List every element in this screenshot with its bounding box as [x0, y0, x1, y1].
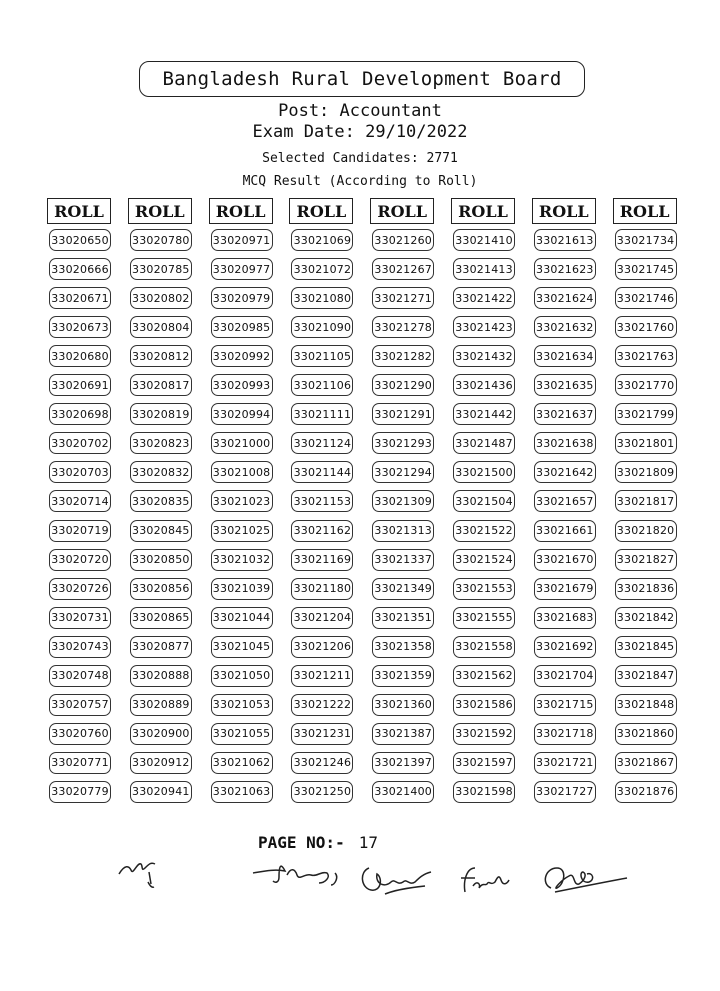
roll-number-cell: 33021105 [291, 345, 353, 367]
roll-number-cell: 33021809 [615, 461, 677, 483]
roll-number-cell: 33021124 [291, 432, 353, 454]
roll-number-cell: 33021400 [372, 781, 434, 803]
roll-number-cell: 33020720 [49, 549, 111, 571]
roll-number-cell: 33020856 [130, 578, 192, 600]
roll-number-cell: 33021432 [453, 345, 515, 367]
roll-number-cell: 33021410 [453, 229, 515, 251]
roll-number-cell: 33021358 [372, 636, 434, 658]
roll-number-cell: 33021291 [372, 403, 434, 425]
roll-number-cell: 33021522 [453, 520, 515, 542]
roll-number-cell: 33021504 [453, 490, 515, 512]
roll-number-cell: 33020900 [130, 723, 192, 745]
roll-number-cell: 33021080 [291, 287, 353, 309]
roll-number-cell: 33020971 [211, 229, 273, 251]
roll-number-cell: 33021250 [291, 781, 353, 803]
page-number-row [258, 833, 378, 852]
roll-number-cell: 33021294 [372, 461, 434, 483]
roll-number-cell: 33021045 [211, 636, 273, 658]
roll-column-header: ROLL [289, 198, 353, 224]
roll-number-cell: 33021351 [372, 607, 434, 629]
roll-number-cell: 33020993 [211, 374, 273, 396]
roll-number-cell: 33021553 [453, 578, 515, 600]
roll-number-cell: 33021050 [211, 665, 273, 687]
roll-number-cell: 33021638 [534, 432, 596, 454]
roll-number-cell: 33020748 [49, 665, 111, 687]
roll-column-header: ROLL [451, 198, 515, 224]
roll-number-cell: 33021799 [615, 403, 677, 425]
roll-number-cell: 33020743 [49, 636, 111, 658]
roll-number-cell: 33020802 [130, 287, 192, 309]
exam-date: Exam Date: 29/10/2022 [252, 122, 468, 142]
roll-number-cell: 33020691 [49, 374, 111, 396]
roll-number-cell: 33021144 [291, 461, 353, 483]
roll-number-cell: 33021598 [453, 781, 515, 803]
roll-number-cell: 33021657 [534, 490, 596, 512]
roll-number-cell: 33020680 [49, 345, 111, 367]
roll-number-cell: 33021634 [534, 345, 596, 367]
roll-number-cell: 33021153 [291, 490, 353, 512]
roll-number-cell: 33021845 [615, 636, 677, 658]
roll-number-cell: 33020714 [49, 490, 111, 512]
roll-number-cell: 33021055 [211, 723, 273, 745]
roll-number-cell: 33021745 [615, 258, 677, 280]
roll-number-cell: 33021072 [291, 258, 353, 280]
roll-number-cell: 33021204 [291, 607, 353, 629]
roll-number-cell: 33021683 [534, 607, 596, 629]
roll-number-cell: 33021661 [534, 520, 596, 542]
roll-number-cell: 33021842 [615, 607, 677, 629]
roll-number-cell: 33021397 [372, 752, 434, 774]
roll-column [128, 198, 192, 799]
roll-number-cell: 33020757 [49, 694, 111, 716]
roll-column [209, 198, 273, 799]
roll-number-cell: 33021442 [453, 403, 515, 425]
roll-number-cell: 33021206 [291, 636, 353, 658]
roll-number-cell: 33020673 [49, 316, 111, 338]
roll-number-cell: 33020941 [130, 781, 192, 803]
roll-number-cell: 33021359 [372, 665, 434, 687]
roll-number-cell: 33021278 [372, 316, 434, 338]
roll-number-cell: 33021267 [372, 258, 434, 280]
roll-number-cell: 33021715 [534, 694, 596, 716]
roll-number-cell: 33021763 [615, 345, 677, 367]
roll-number-cell: 33021867 [615, 752, 677, 774]
roll-number-cell: 33021635 [534, 374, 596, 396]
roll-number-cell: 33021422 [453, 287, 515, 309]
roll-number-cell: 33021260 [372, 229, 434, 251]
roll-number-cell: 33021106 [291, 374, 353, 396]
roll-number-cell: 33021836 [615, 578, 677, 600]
roll-number-cell: 33020845 [130, 520, 192, 542]
roll-number-cell: 33021231 [291, 723, 353, 745]
roll-number-cell: 33021847 [615, 665, 677, 687]
roll-number-cell: 33021692 [534, 636, 596, 658]
roll-number-cell: 33020666 [49, 258, 111, 280]
roll-number-cell: 33021000 [211, 432, 273, 454]
roll-number-cell: 33021718 [534, 723, 596, 745]
roll-column [613, 198, 677, 799]
roll-number-cell: 33020888 [130, 665, 192, 687]
roll-column [451, 198, 515, 799]
roll-number-cell: 33021760 [615, 316, 677, 338]
roll-number-cell: 33021211 [291, 665, 353, 687]
roll-number-cell: 33020877 [130, 636, 192, 658]
result-title: MCQ Result (According to Roll) [242, 174, 478, 189]
roll-number-cell: 33021044 [211, 607, 273, 629]
roll-number-cell: 33020719 [49, 520, 111, 542]
roll-number-cell: 33021721 [534, 752, 596, 774]
organization-title: Bangladesh Rural Development Board [139, 61, 585, 97]
roll-number-cell: 33021727 [534, 781, 596, 803]
roll-number-cell: 33021413 [453, 258, 515, 280]
roll-column-header: ROLL [128, 198, 192, 224]
roll-number-cell: 33021162 [291, 520, 353, 542]
roll-number-cell: 33020865 [130, 607, 192, 629]
roll-number-cell: 33020671 [49, 287, 111, 309]
roll-number-cell: 33021562 [453, 665, 515, 687]
roll-number-cell: 33021848 [615, 694, 677, 716]
roll-number-cell: 33020780 [130, 229, 192, 251]
roll-number-cell: 33021679 [534, 578, 596, 600]
roll-number-cell: 33021487 [453, 432, 515, 454]
roll-number-cell: 33021025 [211, 520, 273, 542]
roll-number-cell: 33020889 [130, 694, 192, 716]
roll-number-cell: 33021500 [453, 461, 515, 483]
roll-number-cell: 33020992 [211, 345, 273, 367]
roll-number-cell: 33021642 [534, 461, 596, 483]
roll-number-cell: 33020771 [49, 752, 111, 774]
post-title: Post: Accountant [278, 101, 442, 121]
roll-number-cell: 33021062 [211, 752, 273, 774]
roll-number-cell: 33021613 [534, 229, 596, 251]
signature-2 [245, 853, 340, 893]
roll-column-header: ROLL [532, 198, 596, 224]
roll-number-cell: 33020994 [211, 403, 273, 425]
page-number: 17 [358, 833, 378, 852]
roll-number-cell: 33021290 [372, 374, 434, 396]
roll-number-cell: 33020850 [130, 549, 192, 571]
roll-column [47, 198, 111, 799]
roll-number-cell: 33021876 [615, 781, 677, 803]
roll-number-cell: 33021624 [534, 287, 596, 309]
roll-number-cell: 33021063 [211, 781, 273, 803]
roll-number-cell: 33021039 [211, 578, 273, 600]
roll-number-cell: 33021820 [615, 520, 677, 542]
roll-number-cell: 33021586 [453, 694, 515, 716]
roll-number-cell: 33021423 [453, 316, 515, 338]
roll-number-cell: 33020779 [49, 781, 111, 803]
roll-number-cell: 33021169 [291, 549, 353, 571]
roll-number-cell: 33020832 [130, 461, 192, 483]
signature-4 [455, 860, 515, 900]
roll-number-cell: 33021180 [291, 578, 353, 600]
roll-number-cell: 33021222 [291, 694, 353, 716]
roll-number-cell: 33020817 [130, 374, 192, 396]
roll-number-cell: 33021770 [615, 374, 677, 396]
roll-number-cell: 33021032 [211, 549, 273, 571]
roll-number-cell: 33021623 [534, 258, 596, 280]
roll-number-cell: 33020650 [49, 229, 111, 251]
roll-column [370, 198, 434, 799]
roll-column-header: ROLL [370, 198, 434, 224]
roll-number-cell: 33021349 [372, 578, 434, 600]
roll-number-cell: 33021008 [211, 461, 273, 483]
roll-number-cell: 33021734 [615, 229, 677, 251]
roll-column [289, 198, 353, 799]
roll-number-cell: 33021111 [291, 403, 353, 425]
roll-number-cell: 33020912 [130, 752, 192, 774]
roll-number-cell: 33021337 [372, 549, 434, 571]
roll-number-cell: 33021746 [615, 287, 677, 309]
signature-1 [115, 852, 175, 892]
roll-number-cell: 33021069 [291, 229, 353, 251]
roll-number-cell: 33021592 [453, 723, 515, 745]
roll-number-cell: 33021860 [615, 723, 677, 745]
roll-number-cell: 33020703 [49, 461, 111, 483]
roll-number-cell: 33021801 [615, 432, 677, 454]
roll-number-cell: 33021597 [453, 752, 515, 774]
roll-number-cell: 33020804 [130, 316, 192, 338]
roll-number-cell: 33021309 [372, 490, 434, 512]
roll-column-header: ROLL [209, 198, 273, 224]
roll-number-cell: 33021670 [534, 549, 596, 571]
roll-number-cell: 33021632 [534, 316, 596, 338]
roll-column-header: ROLL [47, 198, 111, 224]
roll-number-cell: 33021293 [372, 432, 434, 454]
roll-number-cell: 33020819 [130, 403, 192, 425]
roll-number-cell: 33020785 [130, 258, 192, 280]
roll-column [532, 198, 596, 799]
roll-number-cell: 33021282 [372, 345, 434, 367]
roll-number-cell: 33021313 [372, 520, 434, 542]
roll-number-cell: 33020702 [49, 432, 111, 454]
roll-number-cell: 33020812 [130, 345, 192, 367]
roll-number-cell: 33021555 [453, 607, 515, 629]
roll-number-cell: 33020760 [49, 723, 111, 745]
roll-number-cell: 33021023 [211, 490, 273, 512]
roll-column-header: ROLL [613, 198, 677, 224]
roll-number-cell: 33020985 [211, 316, 273, 338]
roll-number-cell: 33021817 [615, 490, 677, 512]
roll-number-cell: 33021827 [615, 549, 677, 571]
signature-3 [355, 858, 440, 903]
roll-number-cell: 33021090 [291, 316, 353, 338]
page-number-label: PAGE NO:- [258, 833, 345, 852]
roll-number-cell: 33021246 [291, 752, 353, 774]
roll-number-cell: 33021524 [453, 549, 515, 571]
roll-number-cell: 33021271 [372, 287, 434, 309]
roll-number-cell: 33021053 [211, 694, 273, 716]
roll-number-cell: 33021558 [453, 636, 515, 658]
roll-number-cell: 33020698 [49, 403, 111, 425]
roll-number-cell: 33020835 [130, 490, 192, 512]
selected-candidates: Selected Candidates: 2771 [262, 151, 458, 166]
roll-number-cell: 33021637 [534, 403, 596, 425]
roll-number-cell: 33021436 [453, 374, 515, 396]
roll-number-cell: 33020823 [130, 432, 192, 454]
roll-number-cell: 33021387 [372, 723, 434, 745]
roll-number-cell: 33021704 [534, 665, 596, 687]
roll-number-cell: 33021360 [372, 694, 434, 716]
signature-5 [535, 858, 630, 903]
roll-number-cell: 33020731 [49, 607, 111, 629]
roll-number-cell: 33020726 [49, 578, 111, 600]
roll-number-cell: 33020977 [211, 258, 273, 280]
roll-number-cell: 33020979 [211, 287, 273, 309]
